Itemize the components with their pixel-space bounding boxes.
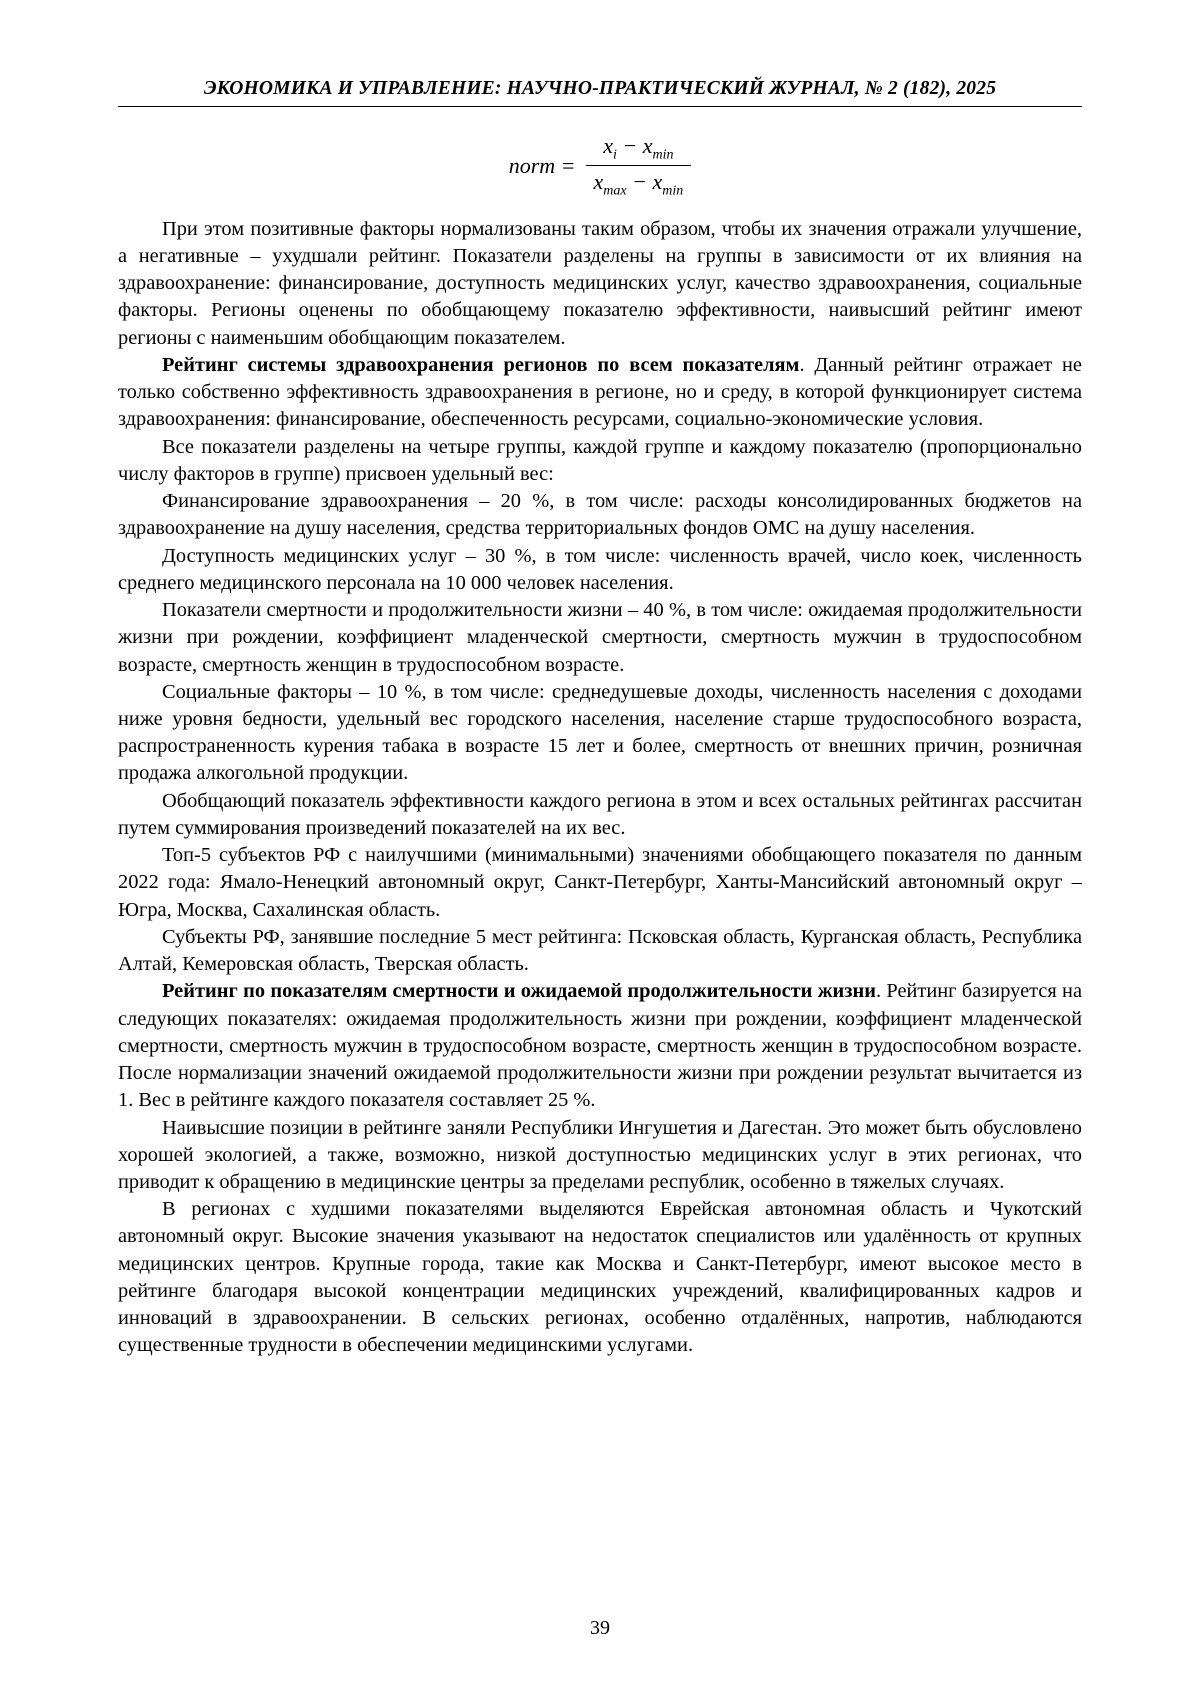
formula-left-side: norm =	[508, 153, 576, 179]
para-four-groups	[118, 434, 1082, 488]
para-worst-regions	[118, 1196, 1082, 1359]
paragraph-text: Топ-5 субъектов РФ с наилучшими (минимальными) значениями обобщающего показателя по данным 2022 года: Ямало-Ненецкий автономный округ, Санкт-Петербург, Ханты-Мансийский автономный округ – Югра, Москва, Сахалинская область.	[118, 844, 1082, 921]
paragraph-text: В регионах с худшими показателями выделяются Еврейская автономная область и Чукотский автономный округ. Высокие значения указывают на недостаток специалистов или удалённость от крупных медицинских центров. Крупные города, такие как Москва и Санкт-Петербург, имеют высокое место в рейтинге благодаря высокой концентрации медицинских учреждений, квалифицированных кадров и инноваций в здравоохранении. В сельских регионах, особенно отдалённых, напротив, наблюдаются существенные трудности в обеспечении медицинскими услугами.	[118, 1198, 1082, 1357]
para-availability	[118, 543, 1082, 597]
para-rating-all-indicators	[118, 352, 1082, 434]
paragraph-text: Социальные факторы – 10 %, в том числе: среднедушевые доходы, численность населения с доходами ниже уровня бедности, удельный вес городского населения, население старше трудоспособного возраста, распространенность курения табака в возрасте 15 лет и более, смертность от внешних причин, розничная продажа алкогольной продукции.	[118, 680, 1082, 785]
para-rating-mortality	[118, 978, 1082, 1114]
page-number: 39	[590, 1617, 610, 1639]
running-head: ЭКОНОМИКА И УПРАВЛЕНИЕ: НАУЧНО-ПРАКТИЧЕСКИЙ ЖУРНАЛ, № 2 (182), 2025	[118, 78, 1082, 107]
paragraph-text: Доступность медицинских услуг – 30 %, в том числе: численность врачей, число коек, численность среднего медицинского персонала на 10 000 человек населения.	[118, 544, 1082, 594]
para-financing	[118, 488, 1082, 542]
paragraph-text: Показатели смертности и продолжительности жизни – 40 %, в том числе: ожидаемая продолжительности жизни при рождении, коэффициент младенческой смертности, смертность мужчин в трудоспособном возрасте, смертность женщин в трудоспособном возрасте.	[118, 599, 1082, 676]
paragraph-text: Финансирование здравоохранения – 20 %, в том числе: расходы консолидированных бюджетов на здравоохранение на душу населения, средства территориальных фондов ОМС на душу населения.	[118, 490, 1082, 540]
paragraph-lead: Рейтинг системы здравоохранения регионов по всем показателям	[162, 353, 800, 376]
paragraph-text: Все показатели разделены на четыре группы, каждой группе и каждому показателю (пропорционально числу факторов в группе) присвоен удельный вес:	[118, 435, 1082, 485]
para-normalization	[118, 216, 1082, 352]
paragraph-text: Субъекты РФ, занявшие последние 5 мест рейтинга: Псковская область, Курганская область, Республика Алтай, Кемеровская область, Тверская область.	[118, 925, 1082, 976]
para-generalized-indicator	[118, 788, 1082, 842]
para-last5	[118, 924, 1082, 978]
paragraph-lead: Рейтинг по показателям смертности и ожидаемой продолжительности жизни	[162, 980, 876, 1003]
normalization-formula	[118, 133, 1082, 200]
formula-numerator: $x_i - x_{min}$	[603, 133, 674, 163]
formula-denominator: $x_{max} - x_{min}$	[586, 165, 692, 199]
para-top5	[118, 842, 1082, 924]
paragraph-text: . Данный рейтинг отражает не только собственно эффективность здравоохранения в регионе, но и среду, в которой функционирует система здравоохранения: финансирование, обеспеченность ресурсами, социально-экономические условия.	[118, 353, 1082, 431]
paragraph-text: Наивысшие позиции в рейтинге заняли Республики Ингушетия и Дагестан. Это может быть обусловлено хорошей экологией, а также, возможно, низкой доступностью медицинских услуг в этих регионах, что приводит к обращению в медицинские центры за пределами республик, особенно в тяжелых случаях.	[118, 1116, 1082, 1193]
paragraph-text: . Рейтинг базируется на следующих показателях: ожидаемая продолжительность жизни при рождении, коэффициент младенческой смертности, смертность мужчин в трудоспособном возрасте, смертность женщин в трудоспособном возрасте. После нормализации значений ожидаемой продолжительности жизни при рождении результат вычитается из 1. Вес в рейтинге каждого показателя составляет 25 %.	[118, 980, 1082, 1112]
paragraph-text: Обобщающий показатель эффективности каждого региона в этом и всех остальных рейтингах рассчитан путем суммирования произведений показателей на их вес.	[118, 789, 1082, 839]
para-highest-positions	[118, 1115, 1082, 1197]
formula-fraction	[586, 133, 692, 200]
paragraph-text: При этом позитивные факторы нормализованы таким образом, чтобы их значения отражали улучшение, а негативные – ухудшали рейтинг. Показатели разделены на группы в зависимости от их влияния на здравоохранение: финансирование, доступность медицинских услуг, качество здравоохранения, социальные факторы. Регионы оценены по обобщающему показателю эффективности, наивысший рейтинг имеют регионы с наименьшим обобщающим показателем.	[118, 217, 1082, 349]
para-mortality-indicators	[118, 597, 1082, 679]
para-social-factors	[118, 679, 1082, 788]
